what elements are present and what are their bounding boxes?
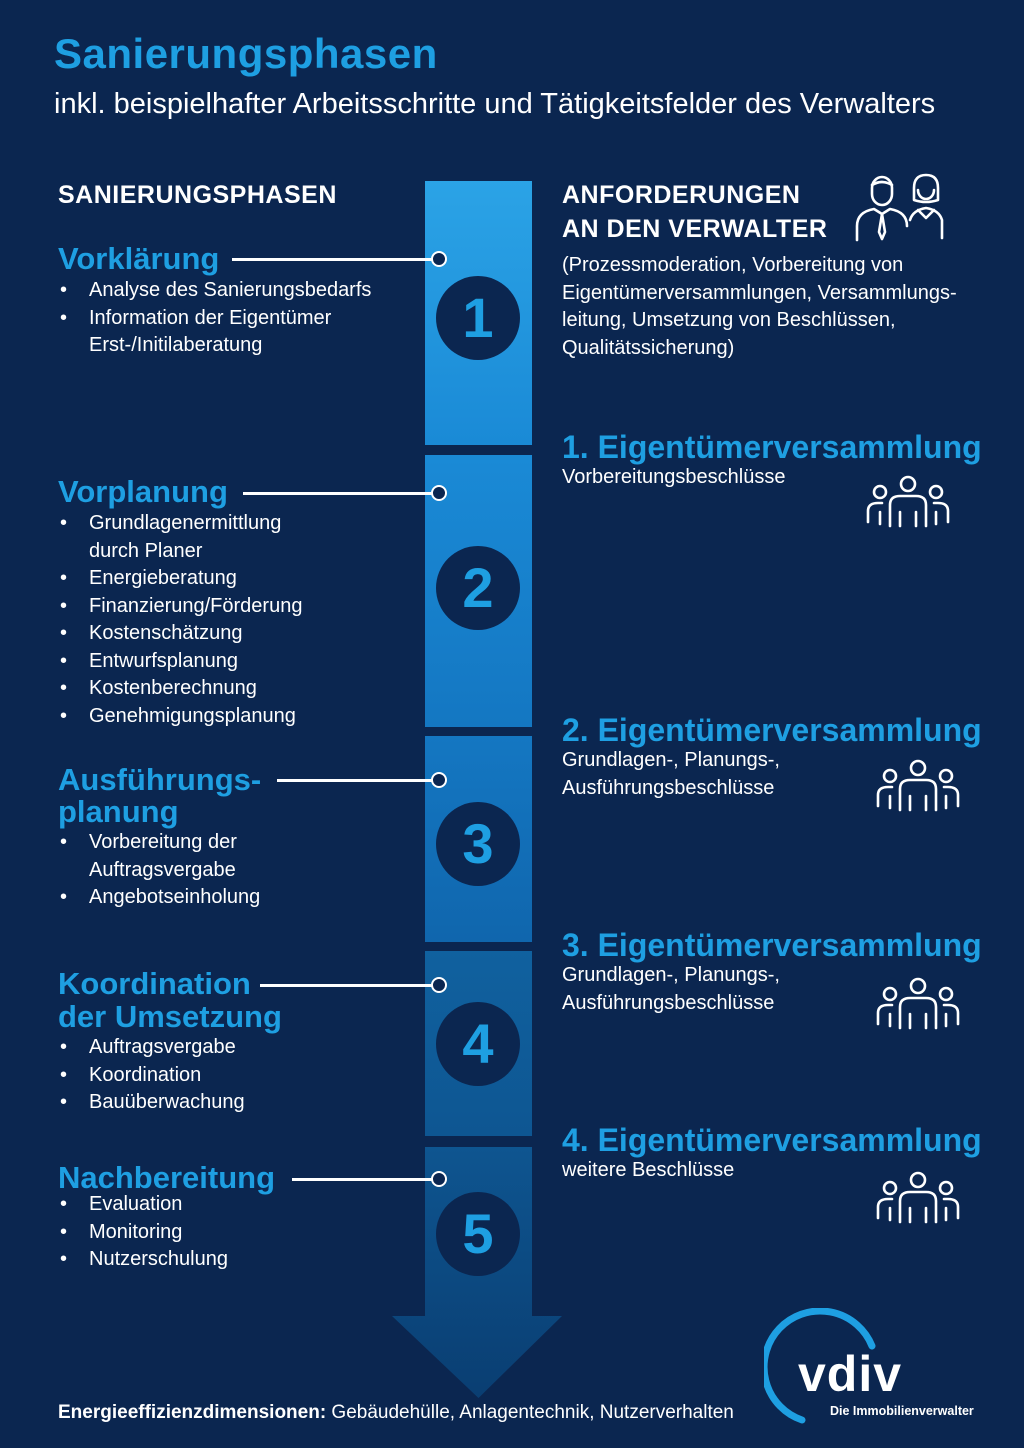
meeting-subtitle: Ausführungsbeschlüsse — [562, 991, 775, 1014]
list-item: • Information der Eigentümer Erst-/Initilaberatung — [58, 305, 359, 360]
logo-tagline: Die Immobilienverwalter — [830, 1404, 974, 1418]
list-item: • Analyse des Sanierungsbedarfs — [58, 277, 371, 305]
phase-number-2: 2 — [436, 546, 520, 630]
connector-line — [277, 779, 433, 782]
list-item: • Vorbereitung der Auftragsvergabe — [58, 829, 309, 884]
group-icon — [874, 1170, 962, 1226]
group-icon — [874, 758, 962, 814]
list-item: • Kostenschätzung — [58, 620, 302, 648]
footer-note — [58, 1402, 734, 1424]
list-item: • Angebotseinholung — [58, 884, 309, 912]
meeting-subtitle: weitere Beschlüsse — [562, 1159, 735, 1181]
logo-text: vdiv — [798, 1346, 903, 1402]
phase-title-line-1: Ausführungs- — [58, 762, 262, 797]
requirements-description-line: Qualitätssicherung) — [562, 336, 735, 359]
connector-line — [243, 492, 433, 495]
list-item: • Evaluation — [58, 1191, 275, 1219]
list-item: • Grundlagenermittlung durch Planer — [58, 510, 299, 565]
phase-3 — [58, 763, 309, 912]
managers-icon — [852, 172, 956, 244]
list-item: • Koordination — [58, 1062, 282, 1090]
list-item: • Nutzerschulung — [58, 1246, 275, 1274]
connector-dot — [431, 977, 447, 993]
list-item: • Genehmigungsplanung — [58, 703, 302, 731]
connector-dot — [431, 251, 447, 267]
phase-title: Nachbereitung — [58, 1160, 276, 1195]
meeting-subtitle: Grundlagen-, Planungs-, — [562, 749, 780, 771]
footer-text: Gebäudehülle, Anlagentechnik, Nutzerverhalten — [326, 1402, 734, 1423]
footer-label: Energieeffizienzdimensionen: — [58, 1402, 327, 1423]
phases-heading: SANIERUNGSPHASEN — [58, 181, 337, 209]
requirements-heading-line-1: ANFORDERUNGEN — [562, 181, 801, 209]
phase-title-line-2: planung — [58, 794, 179, 829]
meeting-title: 1. Eigentümerversammlung — [562, 429, 982, 465]
requirements-heading — [562, 178, 827, 246]
connector-line — [292, 1178, 433, 1181]
connector-dot — [431, 485, 447, 501]
phase-number-3: 3 — [436, 802, 520, 886]
list-item: • Finanzierung/Förderung — [58, 593, 302, 621]
meeting-title: 2. Eigentümerversammlung — [562, 712, 982, 748]
requirements-heading-line-2: AN DEN VERWALTER — [562, 215, 828, 243]
group-icon — [874, 976, 962, 1032]
requirements-description-line: (Prozessmoderation, Vorbereitung von — [562, 254, 904, 276]
page-subtitle: inkl. beispielhafter Arbeitsschritte und Tätigkeitsfelder des Verwalters — [54, 88, 936, 120]
list-item: • Entwurfsplanung — [58, 648, 302, 676]
requirements-description-line: leitung, Umsetzung von Beschlüssen, — [562, 309, 896, 331]
connector-dot — [431, 1171, 447, 1187]
list-item: • Bauüberwachung — [58, 1089, 282, 1117]
group-icon — [864, 474, 952, 530]
list-item: • Auftragsvergabe — [58, 1034, 282, 1062]
phase-title-line-1: Koordination — [58, 966, 251, 1001]
phase-number-4: 4 — [436, 1002, 520, 1086]
page-title: Sanierungsphasen — [54, 30, 438, 77]
meeting-subtitle: Grundlagen-, Planungs-, — [562, 964, 780, 986]
phase-number-5: 5 — [436, 1192, 520, 1276]
phase-number-1: 1 — [436, 276, 520, 360]
requirements-description-line: Eigentümerversammlungen, Versammlungs- — [562, 281, 957, 304]
list-item: • Monitoring — [58, 1219, 275, 1247]
connector-dot — [431, 772, 447, 788]
connector-line — [232, 258, 432, 261]
meeting-subtitle: Vorbereitungsbeschlüsse — [562, 466, 786, 488]
list-item: • Kostenberechnung — [58, 675, 302, 703]
phase-title: Vorklärung — [58, 241, 220, 276]
phase-title: Vorplanung — [58, 474, 228, 509]
connector-line — [260, 984, 433, 987]
meeting-title: 3. Eigentümerversammlung — [562, 927, 982, 963]
vdiv-logo — [764, 1308, 994, 1428]
phase-5 — [58, 1161, 275, 1274]
phase-4 — [58, 967, 282, 1117]
phase-title-line-2: der Umsetzung — [58, 999, 282, 1034]
phase-2 — [58, 475, 302, 730]
list-item: • Energieberatung — [58, 565, 302, 593]
meeting-title: 4. Eigentümerversammlung — [562, 1122, 982, 1158]
meeting-subtitle: Ausführungsbeschlüsse — [562, 776, 775, 799]
requirements-description — [562, 252, 957, 362]
